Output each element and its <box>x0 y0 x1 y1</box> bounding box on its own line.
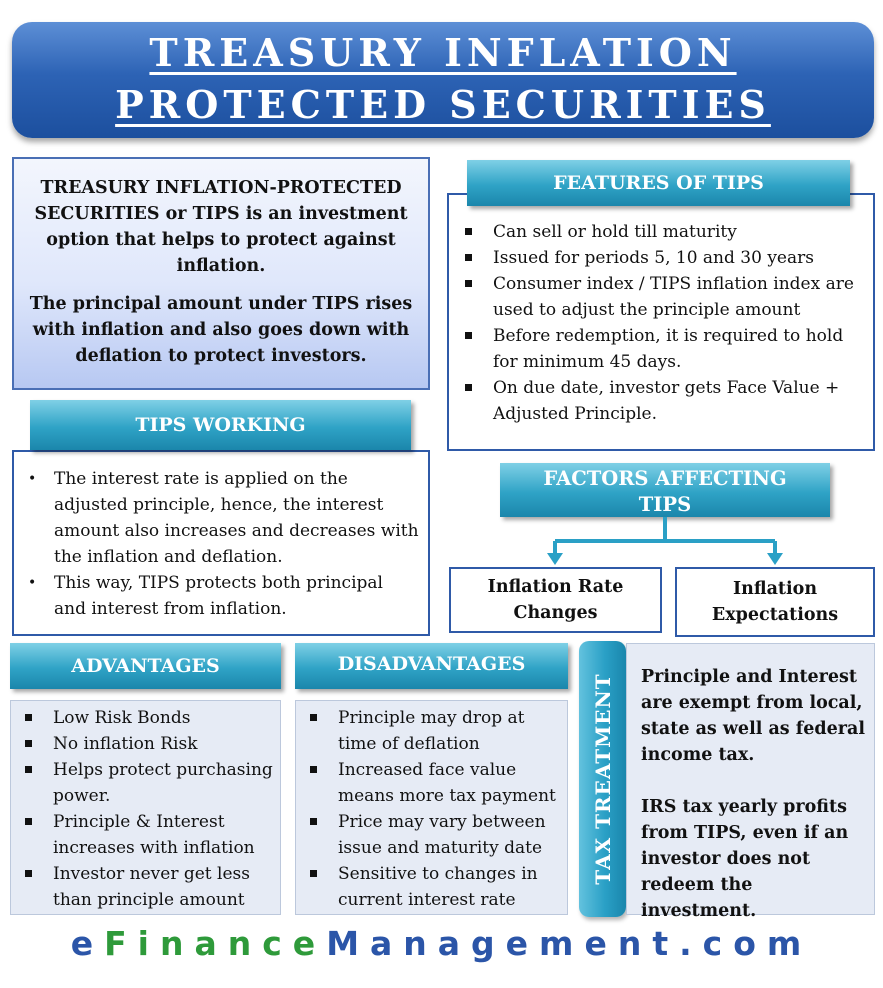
list-item: Sensitive to changes in current interest rate <box>308 861 561 913</box>
tax-paragraph-1: Principle and Interest are exempt from local, state as well as federal income tax. <box>641 667 865 765</box>
factor-inflation-expectations <box>675 567 875 637</box>
features-list <box>463 219 865 427</box>
tax-treatment-side <box>579 641 626 917</box>
arrow-down-icon <box>547 553 563 565</box>
advantages-box <box>10 700 281 915</box>
brand-part-4: .com <box>679 924 813 963</box>
features-box <box>447 193 875 451</box>
disadvantages-header: DISADVANTAGES <box>295 643 568 689</box>
tax-box <box>626 643 875 921</box>
tax-treatment-label: TAX TREATMENT <box>590 673 615 885</box>
brand-part-3: Management <box>326 924 680 963</box>
list-item: Before redemption, it is required to hold for minimum 45 days. <box>463 323 865 375</box>
brand-logo <box>0 924 883 963</box>
list-item: Can sell or hold till maturity <box>463 219 865 245</box>
factor-2-line-1: Inflation <box>732 579 818 599</box>
list-item: Principle may drop at time of deflation <box>308 705 561 757</box>
intro-paragraph-2: The principal amount under TIPS rises with inflation and also goes down with deflation to protect investors. <box>29 294 413 366</box>
list-item: Increased face value means more tax payment <box>308 757 561 809</box>
factors-header-line-2: TIPS <box>638 493 692 516</box>
brand-part-1: e <box>70 924 105 963</box>
factor-inflation-rate <box>449 567 662 633</box>
factors-connector <box>540 517 790 569</box>
features-header: FEATURES OF TIPS <box>467 160 850 206</box>
list-item: • This way, TIPS protects both principal and interest from inflation. <box>24 570 420 622</box>
advantages-header: ADVANTAGES <box>10 643 281 689</box>
disadvantages-box <box>295 700 568 915</box>
list-item: Investor never get less than principle amount <box>23 861 274 913</box>
list-item: On due date, investor gets Face Value + Adjusted Principle. <box>463 375 865 427</box>
list-item: Low Risk Bonds <box>23 705 274 731</box>
working-list <box>24 466 420 622</box>
tax-paragraph-2: IRS tax yearly profits from TIPS, even if an investor does not redeem the investment. <box>641 797 849 921</box>
intro-box <box>12 157 430 390</box>
factor-1-line-1: Inflation Rate <box>487 577 624 597</box>
intro-paragraph-1: TREASURY INFLATION-PROTECTED SECURITIES or TIPS is an investment option that helps to protect against inflation. <box>34 178 408 276</box>
brand-part-2: Finance <box>104 924 327 963</box>
factor-2-line-2: Expectations <box>711 605 839 625</box>
title-banner <box>12 22 874 138</box>
list-item: Price may vary between issue and maturity date <box>308 809 561 861</box>
factor-1-line-2: Changes <box>513 603 598 623</box>
list-item: Consumer index / TIPS inflation index are used to adjust the principle amount <box>463 271 865 323</box>
working-header: TIPS WORKING <box>30 400 411 450</box>
working-box <box>12 450 430 636</box>
factors-header <box>500 463 830 517</box>
factors-header-line-1: FACTORS AFFECTING <box>543 467 787 490</box>
list-item: Principle & Interest increases with inflation <box>23 809 274 861</box>
title-line-1: TREASURY INFLATION <box>149 30 737 75</box>
list-item: No inflation Risk <box>23 731 274 757</box>
list-item: • The interest rate is applied on the adjusted principle, hence, the interest amount also increases and decreases with the inflation and deflation. <box>24 466 420 570</box>
list-item: Issued for periods 5, 10 and 30 years <box>463 245 865 271</box>
arrow-down-icon <box>767 553 783 565</box>
title-line-2: PROTECTED SECURITIES <box>115 82 771 127</box>
list-item: Helps protect purchasing power. <box>23 757 274 809</box>
disadvantages-list <box>308 705 561 913</box>
advantages-list <box>23 705 274 913</box>
